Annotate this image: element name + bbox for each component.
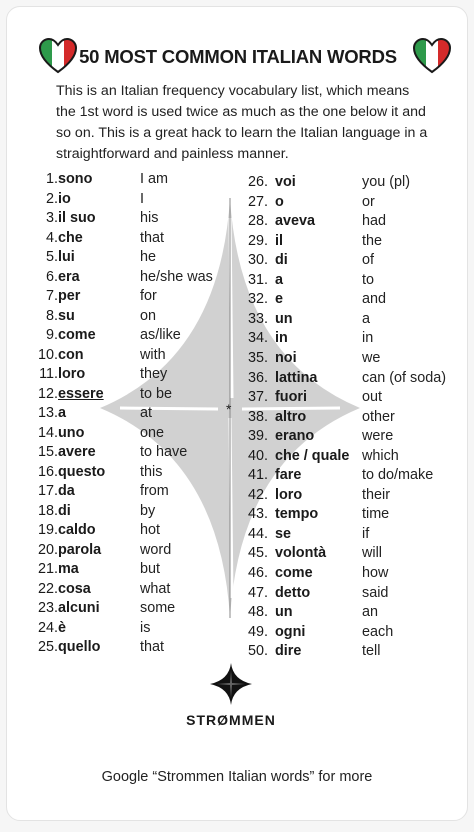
italian-word: lattina [275, 369, 318, 386]
footer-note: Google “Strommen Italian words” for more [101, 769, 373, 785]
english-translation: they [140, 366, 168, 382]
word-row [230, 408, 460, 427]
english-translation: he/she was [140, 268, 213, 285]
italian-word: su [58, 307, 75, 324]
word-number: 8. [45, 307, 58, 324]
italian-word: a [275, 271, 284, 288]
italian-word: da [58, 483, 75, 499]
word-number: 29. [247, 232, 268, 249]
italian-word: questo [58, 463, 106, 480]
english-translation: each [362, 623, 394, 640]
word-row [0, 170, 230, 189]
english-translation: out [362, 389, 383, 406]
italian-word: cosa [58, 580, 91, 597]
english-translation: or [362, 193, 375, 210]
italian-word: detto [275, 584, 311, 601]
word-row [0, 502, 230, 521]
word-row [0, 404, 230, 423]
english-translation: said [362, 584, 389, 601]
word-row [0, 463, 230, 482]
italian-word: ma [58, 561, 79, 577]
compass-star-icon [209, 662, 253, 706]
word-row [0, 346, 230, 365]
word-row [230, 369, 460, 388]
english-translation: tell [362, 643, 381, 660]
word-number: 7. [45, 288, 58, 304]
word-number: 11. [39, 366, 58, 382]
word-row [230, 544, 460, 563]
word-row [0, 190, 230, 209]
word-number: 34. [247, 330, 268, 347]
english-translation: were [362, 428, 394, 445]
italian-word: è [58, 619, 67, 636]
word-number: 10. [37, 346, 58, 363]
english-translation: that [140, 639, 165, 655]
word-number: 16. [37, 463, 58, 480]
english-translation: is [140, 619, 151, 636]
english-translation: to [362, 271, 375, 288]
word-number: 32. [247, 291, 268, 308]
word-number: 5. [45, 249, 58, 265]
italian-word: di [58, 502, 71, 519]
english-translation: to have [140, 444, 188, 460]
italian-word: parola [58, 541, 102, 558]
word-number: 42. [247, 486, 268, 503]
word-row [230, 310, 460, 329]
word-row [230, 427, 460, 446]
english-translation: for [140, 288, 157, 304]
word-row [230, 290, 460, 309]
word-number: 2. [45, 190, 58, 207]
word-row [0, 482, 230, 501]
word-row [0, 209, 230, 228]
word-number: 49. [247, 623, 268, 640]
word-row [0, 521, 230, 540]
english-translation: their [362, 486, 390, 503]
word-number: 38. [247, 408, 268, 425]
english-translation: he [140, 249, 157, 265]
english-translation: word [140, 541, 172, 558]
italian-word: ogni [275, 623, 306, 640]
page-title: 50 MOST COMMON ITALIAN WORDS [79, 46, 397, 67]
word-number: 39. [247, 428, 268, 445]
italian-word: uno [58, 424, 85, 441]
english-translation: one [140, 424, 165, 441]
word-number: 26. [247, 174, 268, 190]
word-row [230, 232, 460, 251]
italian-word: volontà [275, 545, 327, 562]
word-number: 45. [247, 545, 268, 562]
word-row [230, 525, 460, 544]
word-number: 50. [247, 643, 268, 660]
word-number: 17. [37, 483, 58, 499]
word-number: 31. [247, 271, 268, 288]
italian-word: erano [275, 428, 315, 445]
english-translation: to do/make [362, 467, 434, 484]
italian-word: dire [275, 643, 302, 660]
word-number: 46. [247, 565, 268, 581]
word-number: 30. [247, 252, 268, 269]
word-number: 14. [37, 424, 58, 441]
english-translation: on [140, 307, 157, 324]
word-row [0, 365, 230, 384]
italian-word: loro [275, 486, 303, 503]
italian-word: un [275, 310, 293, 327]
word-row [230, 505, 460, 524]
english-translation: I [140, 190, 144, 207]
english-translation: if [362, 525, 370, 542]
word-row [0, 619, 230, 638]
word-row [0, 268, 230, 287]
word-row [230, 193, 460, 212]
english-translation: had [362, 213, 387, 230]
english-translation: you (pl) [362, 174, 410, 190]
english-translation: can (of soda) [362, 369, 446, 386]
word-number: 23. [37, 600, 58, 616]
italian-word: come [275, 565, 313, 581]
english-translation: an [362, 604, 379, 621]
english-translation: with [140, 346, 166, 363]
italian-word: essere [58, 385, 104, 402]
word-number: 1. [45, 171, 58, 187]
english-translation: from [140, 483, 169, 499]
english-translation: and [362, 291, 387, 308]
italian-word: di [275, 252, 288, 269]
word-row [0, 307, 230, 326]
word-number: 27. [247, 193, 268, 210]
word-number: 20. [37, 541, 58, 558]
intro-paragraph: This is an Italian frequency vocabulary list, which means the 1st word is used twice as much as the one below it and so on. This is a great hack to learn the Italian language in a straightforward and painless manner. [56, 83, 428, 162]
italian-word: come [58, 327, 96, 343]
word-number: 4. [45, 229, 58, 246]
english-translation: that [140, 229, 165, 246]
italian-word: aveva [275, 213, 316, 230]
word-number: 3. [45, 210, 58, 226]
italian-word: io [58, 190, 71, 207]
word-number: 33. [247, 310, 268, 327]
word-row [230, 388, 460, 407]
word-row [0, 229, 230, 248]
word-number: 40. [247, 447, 268, 464]
word-number: 13. [37, 405, 58, 421]
word-number: 44. [247, 525, 268, 542]
english-translation: the [362, 232, 383, 249]
word-row [0, 326, 230, 345]
word-number: 35. [247, 349, 268, 366]
word-row [230, 173, 460, 192]
italian-word: lui [58, 249, 75, 265]
word-row [0, 560, 230, 579]
english-translation: but [140, 561, 161, 577]
english-translation: some [140, 600, 176, 616]
english-translation: which [362, 447, 399, 464]
english-translation: how [362, 565, 389, 581]
english-translation: I am [140, 171, 168, 187]
word-row [230, 642, 460, 661]
italian-word: noi [275, 349, 297, 366]
english-translation: of [362, 252, 375, 269]
word-row [0, 424, 230, 443]
italian-word: un [275, 604, 293, 621]
word-number: 25. [37, 639, 58, 655]
italian-flag-heart-icon [412, 36, 452, 76]
word-number: 15. [37, 444, 58, 460]
word-number: 37. [247, 389, 268, 406]
english-translation: to be [140, 385, 173, 402]
word-number: 48. [247, 604, 268, 621]
italian-word: con [58, 346, 84, 363]
brand-name: STRØMMEN [186, 712, 276, 728]
italian-word: o [275, 193, 284, 210]
italian-word: e [275, 291, 284, 308]
italian-word: il suo [58, 210, 96, 226]
word-number: 12. [37, 385, 58, 402]
word-row [230, 584, 460, 603]
italian-word: per [58, 288, 81, 304]
english-translation: other [362, 408, 395, 425]
italian-word: avere [58, 444, 96, 460]
italian-word: fuori [275, 389, 307, 406]
english-translation: as/like [140, 327, 181, 343]
english-translation: his [140, 210, 159, 226]
italian-word: tempo [275, 506, 319, 523]
italian-word: che / quale [275, 447, 350, 464]
italian-word: altro [275, 408, 307, 425]
word-number: 41. [247, 467, 268, 484]
english-translation: at [140, 405, 153, 421]
word-number: 24. [37, 619, 58, 636]
italian-word: che [58, 229, 83, 246]
italian-word: voi [275, 174, 296, 190]
word-number: 36. [247, 369, 268, 386]
word-number: 28. [247, 213, 268, 230]
english-translation: hot [140, 522, 161, 538]
english-translation: a [362, 310, 371, 327]
italian-word: a [58, 405, 67, 421]
word-number: 18. [37, 502, 58, 519]
word-row [230, 623, 460, 642]
word-number: 19. [37, 522, 58, 538]
word-row [230, 564, 460, 583]
svg-text:*: * [226, 401, 232, 417]
word-row [0, 541, 230, 560]
word-number: 47. [247, 584, 268, 601]
word-number: 21. [37, 561, 58, 577]
italian-word: alcuni [58, 600, 100, 616]
word-number: 22. [37, 580, 58, 597]
word-row [0, 599, 230, 618]
word-number: 43. [247, 506, 268, 523]
italian-word: caldo [58, 522, 96, 538]
word-number: 9. [45, 327, 58, 343]
word-row [0, 287, 230, 306]
word-row [230, 466, 460, 485]
italian-word: in [275, 330, 288, 347]
italian-word: loro [58, 366, 86, 382]
english-translation: by [140, 502, 156, 519]
word-row [230, 251, 460, 270]
word-row [230, 329, 460, 348]
english-translation: will [362, 545, 382, 562]
word-row [230, 486, 460, 505]
word-row [230, 212, 460, 231]
word-row [0, 580, 230, 599]
english-translation: this [140, 463, 163, 480]
italian-word: era [58, 268, 80, 285]
english-translation: what [140, 580, 171, 597]
italian-word: sono [58, 171, 93, 187]
word-number: 6. [45, 268, 58, 285]
english-translation: time [362, 506, 390, 523]
italian-word: il [275, 232, 283, 249]
word-row [0, 638, 230, 657]
word-row [0, 248, 230, 267]
italian-word: fare [275, 467, 302, 484]
english-translation: we [362, 349, 381, 366]
italian-word: se [275, 525, 292, 542]
word-row [230, 349, 460, 368]
english-translation: in [362, 330, 374, 347]
word-row [0, 385, 230, 404]
italian-word: quello [58, 639, 101, 655]
word-row [0, 443, 230, 462]
word-row [230, 447, 460, 466]
word-row [230, 271, 460, 290]
word-row [230, 603, 460, 622]
